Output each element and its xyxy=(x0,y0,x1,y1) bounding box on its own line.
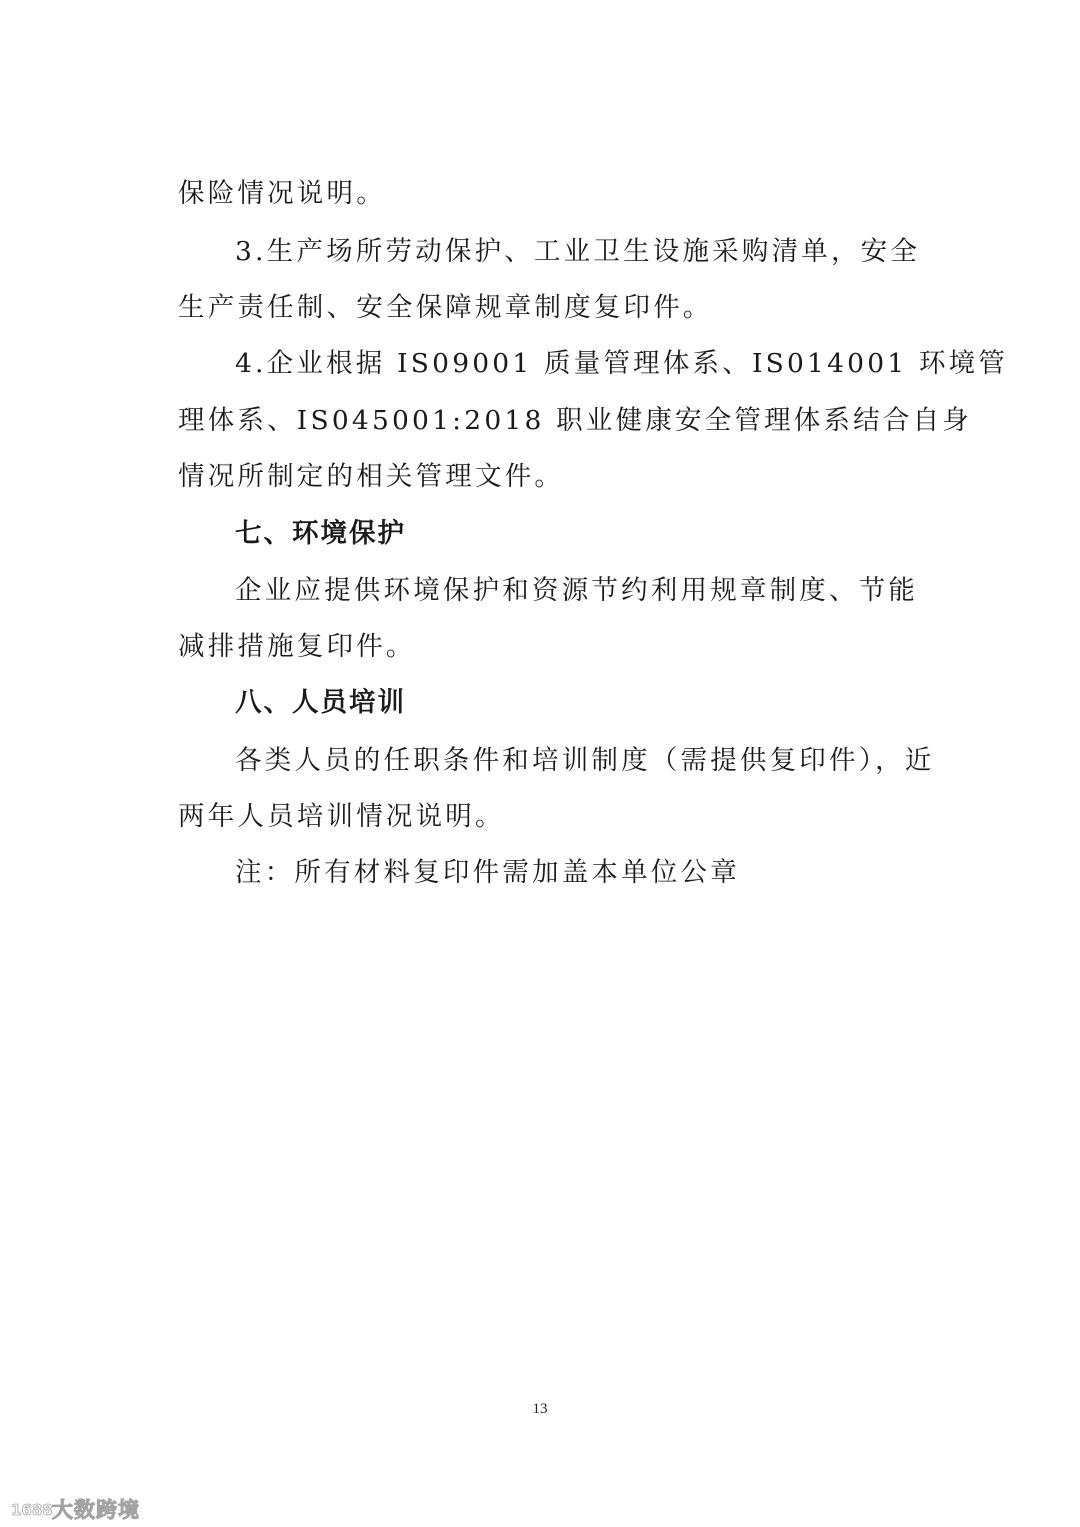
watermark-logo-text: 1688 xyxy=(11,1501,53,1519)
page-number: 13 xyxy=(532,1401,548,1417)
paragraph-line: 情况所制定的相关管理文件。 xyxy=(178,461,565,492)
paragraph-line: 理体系、IS045001:2018 职业健康安全管理体系结合自身 xyxy=(178,405,972,436)
section-heading-training: 八、人员培训 xyxy=(235,687,406,718)
watermark-logo-icon xyxy=(10,1498,53,1520)
paragraph-line: 4.企业根据 IS09001 质量管理体系、IS014001 环境管 xyxy=(235,348,1009,379)
watermark xyxy=(10,1494,140,1524)
note-line: 注：所有材料复印件需加盖本单位公章 xyxy=(235,857,740,888)
section-heading-environment: 七、环境保护 xyxy=(235,518,406,549)
paragraph-line: 各类人员的任职条件和培训制度（需提供复印件），近 xyxy=(235,745,935,776)
paragraph-line: 企业应提供环境保护和资源节约利用规章制度、节能 xyxy=(235,575,919,606)
paragraph-line: 保险情况说明。 xyxy=(178,178,386,209)
paragraph-line: 两年人员培训情况说明。 xyxy=(178,801,505,832)
watermark-text: 大数跨境 xyxy=(52,1498,140,1522)
paragraph-line: 生产责任制、安全保障规章制度复印件。 xyxy=(178,292,713,323)
paragraph-line: 3.生产场所劳动保护、工业卫生设施采购清单，安全 xyxy=(235,236,921,267)
paragraph-line: 减排措施复印件。 xyxy=(178,631,416,662)
